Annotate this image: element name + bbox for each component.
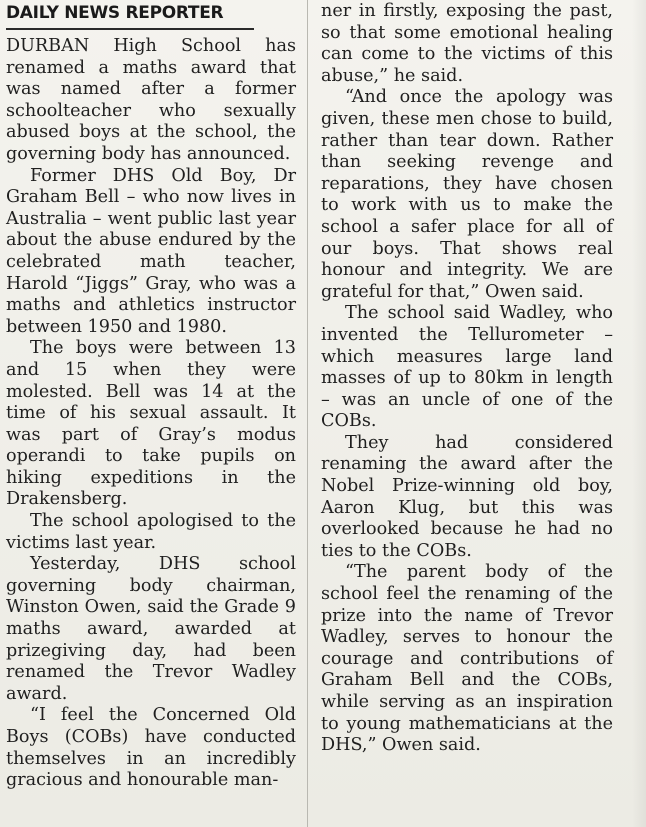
article-column-left [6,0,296,792]
paragraph-left-2: Former DHS Old Boy, Dr Graham Bell – who now lives in Australia – went public last year about the abuse endured by the celebrated math teacher, Harold “Jiggs” Gray, who was a maths and athletics instructor between 1950 and 1980. [6,165,296,337]
paragraph-right-2: “And once the apology was given, these men chose to build, rather than tear down. Rather than seeking revenge and reparations, they have chosen to work with us to make the school a safer place for all of our boys. That shows real honour and integrity. We are grateful for that,” Owen said. [321,87,613,302]
article-column-right [321,1,613,757]
paragraph-left-3: The boys were between 13 and 15 when they were molested. Bell was 14 at the time of his sexual assault. It was part of Gray’s modus operandi to take pupils on hiking expeditions in the Drakensberg. [6,338,296,510]
column-divider [307,0,308,827]
page-edge-shading [632,0,646,827]
paragraph-left-1: DURBAN High School has renamed a maths award that was named after a former schoolteacher who sexually abused boys at the school, the governing body has announced. [6,36,296,164]
paragraph-right-5: “The parent body of the school feel the renaming of the prize into the name of Trevor Wadley, serves to honour the courage and contributions of Graham Bell and the COBs, while serving as an inspiration to young mathematicians at the DHS,” Owen said. [321,562,613,756]
paragraph-left-5: Yesterday, DHS school governing body chairman, Winston Owen, said the Grade 9 maths award, awarded at prizegiving day, had been renamed the Trevor Wadley award. [6,554,296,704]
byline-block [6,0,296,36]
paragraph-right-3: The school said Wadley, who invented the Tellurometer – which measures large land masses of up to 80km in length – was an uncle of one of the COBs. [321,303,613,432]
paragraph-right-4: They had considered renaming the award after the Nobel Prize-winning old boy, Aaron Klug, but this was overlooked because he had no ties to the COBs. [321,432,613,561]
paragraph-left-4: The school apologised to the victims last year. [6,511,296,553]
paragraph-left-6: “I feel the Concerned Old Boys (COBs) have conducted themselves in an incredibly gracious and honourable man- [6,705,296,791]
paragraph-right-1: ner in firstly, exposing the past, so that some emotional healing can come to the victims of this abuse,” he said. [321,1,613,86]
byline: DAILY NEWS REPORTER [6,3,224,23]
byline-underline [6,28,254,30]
